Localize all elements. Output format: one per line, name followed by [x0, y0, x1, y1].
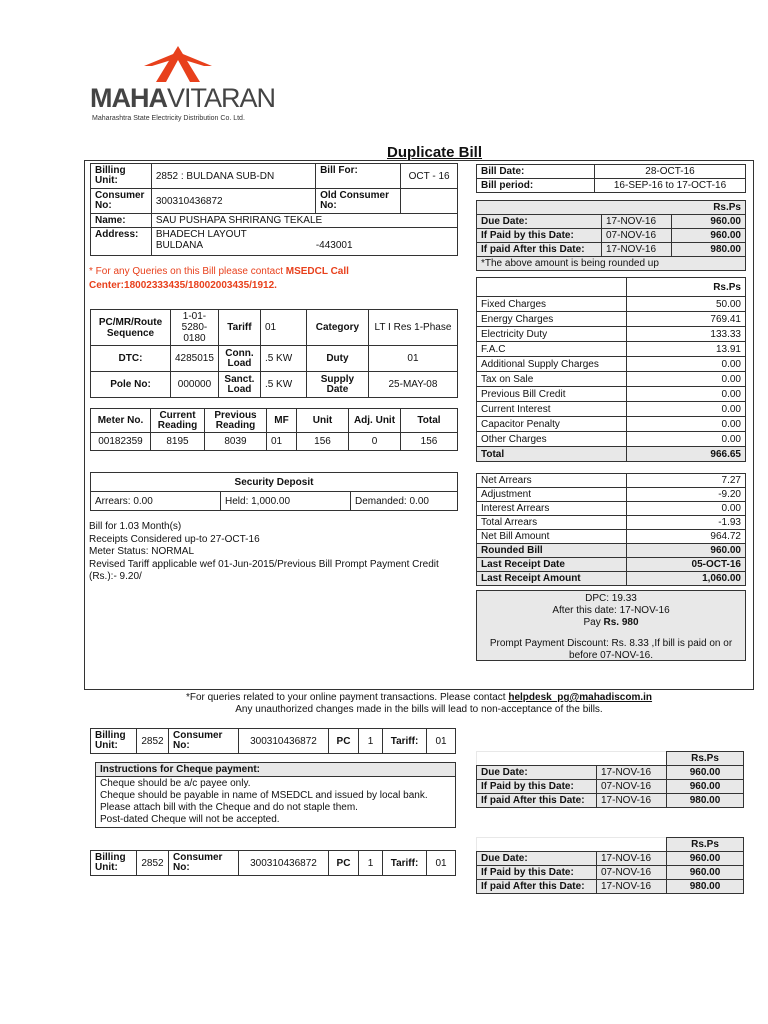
dpc-pay-amount: Rs. 980 — [603, 617, 639, 628]
table-row — [477, 488, 746, 502]
table-row — [477, 866, 744, 880]
old-consumer-label: Old Consumer No: — [316, 189, 401, 214]
payment-slip-2 — [90, 850, 456, 876]
slip-due-amount: 960.00 — [667, 766, 744, 780]
slip-consumer-label: Consumer No: — [169, 729, 239, 754]
charges-total-value: 966.65 — [627, 447, 746, 462]
table-row — [477, 327, 746, 342]
table-row — [477, 794, 744, 808]
due-amount: 960.00 — [672, 215, 746, 229]
row-value: -9.20 — [627, 488, 746, 502]
note-tariff: Revised Tariff applicable wef 01-Jun-2015/Previous Bill Prompt Payment Credit (Rs.):- 9.20/ — [89, 558, 439, 582]
bill-for-label: Bill For: — [316, 164, 401, 189]
meter-header: Previous Reading — [205, 409, 267, 433]
charges-total-label: Total — [477, 447, 627, 462]
slip-due-amount: 960.00 — [667, 852, 744, 866]
row-label: Rounded Bill — [477, 544, 627, 558]
slip-billing-unit-value: 2852 — [137, 851, 169, 876]
meter-cell: 01 — [267, 433, 297, 451]
row-value: 05-OCT-16 — [627, 558, 746, 572]
due-amount: 960.00 — [672, 229, 746, 243]
row-value: 960.00 — [627, 544, 746, 558]
slip-pc-label: PC — [329, 729, 359, 754]
address-line1: BHADECH LAYOUT — [155, 229, 247, 240]
meter-cell: 0 — [349, 433, 401, 451]
unauthorized-note: Any unauthorized changes made in the bills will lead to non-acceptance of the bills. — [235, 704, 603, 715]
slip-due-date: 17-NOV-16 — [597, 852, 667, 866]
row-value: 133.33 — [627, 327, 746, 342]
slip-due-label: If Paid by this Date: — [477, 780, 597, 794]
query-note-text: * For any Queries on this Bill please contact — [89, 266, 286, 277]
logo-tower-icon — [138, 44, 218, 84]
row-label: Net Arrears — [477, 474, 627, 488]
cheque-line: Cheque should be payable in name of MSEDCL and issued by local bank. — [100, 790, 428, 801]
row-label: Other Charges — [477, 432, 627, 447]
table-row — [477, 417, 746, 432]
page-title: Duplicate Bill — [387, 144, 483, 161]
table-row — [477, 766, 744, 780]
due-rs-header: Rs.Ps — [477, 201, 746, 215]
row-label: Last Receipt Date — [477, 558, 627, 572]
dpc-amount: DPC: 19.33 — [585, 593, 637, 604]
pole-label: Pole No: — [91, 372, 171, 398]
pole-value: 000000 — [171, 372, 219, 398]
slip-pc-label: PC — [329, 851, 359, 876]
bill-notes — [89, 521, 459, 584]
security-demanded: Demanded: 0.00 — [351, 492, 458, 511]
slip-due-amount: 960.00 — [667, 780, 744, 794]
helpdesk-email-link[interactable]: helpdesk_pg@mahadiscom.in — [508, 692, 653, 703]
slip-due-date: 07-NOV-16 — [597, 866, 667, 880]
table-row — [477, 530, 746, 544]
row-value: 769.41 — [627, 312, 746, 327]
row-value: 964.72 — [627, 530, 746, 544]
security-arrears: Arrears: 0.00 — [91, 492, 221, 511]
meter-header: Total — [401, 409, 458, 433]
row-value: 1,060.00 — [627, 572, 746, 586]
row-value: 0.00 — [627, 402, 746, 417]
slip-billing-unit-label: Billing Unit: — [91, 851, 137, 876]
security-deposit-table — [90, 472, 458, 511]
rounded-note: *The above amount is being rounded up — [477, 257, 746, 271]
due-table — [476, 200, 746, 271]
note-meter-status: Meter Status: NORMAL — [89, 546, 195, 557]
call-center-numbers: MSEDCL Call Center:18002333435/18002003435/1912. — [89, 266, 349, 291]
note-receipts: Receipts Considered up-to 27-OCT-16 — [89, 533, 260, 545]
meter-header: Meter No. — [91, 409, 151, 433]
meter-cell: 156 — [401, 433, 458, 451]
payment-slip-1 — [90, 728, 456, 754]
sanct-load-label: Sanct. Load — [218, 372, 260, 398]
slip-due-label: Due Date: — [477, 766, 597, 780]
slip-due-amount: 980.00 — [667, 880, 744, 894]
row-label: Energy Charges — [477, 312, 627, 327]
slip-pc-value: 1 — [359, 851, 383, 876]
meter-cell: 8195 — [151, 433, 205, 451]
table-row — [477, 229, 746, 243]
supply-date-value: 25-MAY-08 — [368, 372, 457, 398]
row-label: Capacitor Penalty — [477, 417, 627, 432]
table-row — [477, 474, 746, 488]
supply-date-label: Supply Date — [306, 372, 368, 398]
row-value: 0.00 — [627, 502, 746, 516]
sanct-load-value: .5 KW — [260, 372, 306, 398]
slip-consumer-value: 300310436872 — [239, 851, 329, 876]
table-row — [477, 572, 746, 586]
dtc-value: 4285015 — [171, 346, 219, 372]
charges-table — [476, 277, 746, 462]
slip-due-label: If Paid by this Date: — [477, 866, 597, 880]
online-query-note — [84, 692, 754, 703]
query-note — [89, 265, 379, 293]
conn-load-value: .5 KW — [260, 346, 306, 372]
tariff-label: Tariff — [218, 310, 260, 346]
row-value: 0.00 — [627, 387, 746, 402]
cheque-line: Cheque should be a/c payee only. — [100, 778, 251, 789]
table-row — [477, 852, 744, 866]
row-label: F.A.C — [477, 342, 627, 357]
billing-unit-value: 2852 : BULDANA SUB-DN — [151, 164, 315, 189]
prompt-payment-discount: Prompt Payment Discount: Rs. 8.33 ,If bill is paid on or before 07-NOV-16. — [489, 638, 733, 661]
bill-period-value: 16-SEP-16 to 17-OCT-16 — [595, 179, 746, 193]
row-value: 50.00 — [627, 297, 746, 312]
table-row — [477, 402, 746, 417]
slip-tariff-value: 01 — [427, 851, 456, 876]
note-months: Bill for 1.03 Month(s) — [89, 521, 182, 532]
cheque-line: Post-dated Cheque will not be accepted. — [100, 814, 280, 825]
due-date: 17-NOV-16 — [602, 215, 672, 229]
slip-due-amount: 960.00 — [667, 866, 744, 880]
duty-value: 01 — [368, 346, 457, 372]
slip-billing-unit-value: 2852 — [137, 729, 169, 754]
table-row — [477, 558, 746, 572]
row-label: Previous Bill Credit — [477, 387, 627, 402]
row-value: 0.00 — [627, 417, 746, 432]
security-deposit-title: Security Deposit — [91, 473, 458, 492]
slip-tariff-value: 01 — [427, 729, 456, 754]
slip-consumer-value: 300310436872 — [239, 729, 329, 754]
table-row — [477, 297, 746, 312]
bill-for-value: OCT - 16 — [401, 164, 458, 189]
row-label: Interest Arrears — [477, 502, 627, 516]
meter-cell: 00182359 — [91, 433, 151, 451]
logo-text-maha: MAHA — [90, 83, 167, 113]
row-value: 0.00 — [627, 432, 746, 447]
row-label: Fixed Charges — [477, 297, 627, 312]
slip-tariff-label: Tariff: — [383, 729, 427, 754]
meter-header-row — [91, 409, 458, 433]
cheque-lines — [96, 777, 456, 828]
table-row — [477, 215, 746, 229]
table-row — [477, 342, 746, 357]
table-row — [477, 516, 746, 530]
billing-unit-label: Billing Unit: — [91, 164, 152, 189]
meter-table — [90, 408, 458, 451]
slip-pc-value: 1 — [359, 729, 383, 754]
dtc-label: DTC: — [91, 346, 171, 372]
slip-due-date: 17-NOV-16 — [597, 794, 667, 808]
old-consumer-value — [401, 189, 458, 214]
online-query-text: *For queries related to your online payment transactions. Please contact — [185, 692, 509, 703]
slip-due-amount: 980.00 — [667, 794, 744, 808]
meter-cell: 8039 — [205, 433, 267, 451]
dpc-pay-label: Pay — [583, 617, 604, 628]
bill-dates-table — [476, 164, 746, 193]
name-value: SAU PUSHAPA SHRIRANG TEKALE — [151, 214, 457, 228]
slip-due-date: 07-NOV-16 — [597, 780, 667, 794]
slip-due-table-2 — [476, 837, 744, 894]
dpc-box — [476, 590, 746, 661]
due-label: If Paid by this Date: — [477, 229, 602, 243]
slip-consumer-label: Consumer No: — [169, 851, 239, 876]
table-row — [477, 880, 744, 894]
row-value: 7.27 — [627, 474, 746, 488]
slip-due-rs-header: Rs.Ps — [667, 838, 744, 852]
row-label: Additional Supply Charges — [477, 357, 627, 372]
table-row — [477, 312, 746, 327]
meter-header: MF — [267, 409, 297, 433]
table-row — [477, 502, 746, 516]
due-date: 07-NOV-16 — [602, 229, 672, 243]
logo — [90, 44, 276, 128]
pc-route-label: PC/MR/Route Sequence — [91, 310, 171, 346]
logo-subtitle: Maharashtra State Electricity Distribution Co. Ltd. — [92, 115, 245, 122]
row-label: Adjustment — [477, 488, 627, 502]
slip-due-label: If paid After this Date: — [477, 794, 597, 808]
row-label: Total Arrears — [477, 516, 627, 530]
duty-label: Duty — [306, 346, 368, 372]
due-label: Due Date: — [477, 215, 602, 229]
connection-meta-table — [90, 309, 458, 398]
row-label: Last Receipt Amount — [477, 572, 627, 586]
bill-date-value: 28-OCT-16 — [595, 165, 746, 179]
row-value: 13.91 — [627, 342, 746, 357]
cheque-line: Please attach bill with the Cheque and do not staple them. — [100, 802, 358, 813]
table-row — [91, 433, 458, 451]
slip-due-label: If paid After this Date: — [477, 880, 597, 894]
table-row — [477, 372, 746, 387]
charges-rs-header: Rs.Ps — [627, 278, 746, 297]
row-label: Net Bill Amount — [477, 530, 627, 544]
tariff-value: 01 — [260, 310, 306, 346]
slip-due-label: Due Date: — [477, 852, 597, 866]
slip-tariff-label: Tariff: — [383, 851, 427, 876]
meter-cell: 156 — [297, 433, 349, 451]
table-row — [477, 357, 746, 372]
address-line2: BULDANA — [155, 240, 204, 251]
row-label: Tax on Sale — [477, 372, 627, 387]
due-date: 17-NOV-16 — [602, 243, 672, 257]
table-row — [477, 432, 746, 447]
consumer-no-label: Consumer No: — [91, 189, 152, 214]
meter-header: Adj. Unit — [349, 409, 401, 433]
security-held: Held: 1,000.00 — [221, 492, 351, 511]
address-label: Address: — [91, 228, 152, 256]
row-value: 0.00 — [627, 357, 746, 372]
consumer-info-table — [90, 163, 458, 256]
pc-route-value: 1-01-5280-0180 — [171, 310, 219, 346]
row-value: -1.93 — [627, 516, 746, 530]
address-pin: -443001 — [315, 240, 353, 251]
slip-due-date: 17-NOV-16 — [597, 880, 667, 894]
logo-text-vitaran: VITARAN — [167, 83, 276, 113]
category-label: Category — [306, 310, 368, 346]
conn-load-label: Conn. Load — [218, 346, 260, 372]
due-label: If paid After this Date: — [477, 243, 602, 257]
cheque-instructions — [95, 762, 456, 828]
table-row — [477, 243, 746, 257]
dpc-after-date: After this date: 17-NOV-16 — [552, 605, 670, 616]
meter-header: Unit — [297, 409, 349, 433]
arrears-table — [476, 473, 746, 586]
row-label: Current Interest — [477, 402, 627, 417]
category-value: LT I Res 1-Phase — [368, 310, 457, 346]
address-value — [151, 228, 457, 256]
due-amount: 980.00 — [672, 243, 746, 257]
table-row — [477, 387, 746, 402]
bill-date-label: Bill Date: — [477, 165, 595, 179]
table-row — [477, 544, 746, 558]
row-value: 0.00 — [627, 372, 746, 387]
table-row — [477, 780, 744, 794]
slip-due-rs-header: Rs.Ps — [667, 752, 744, 766]
bill-period-label: Bill period: — [477, 179, 595, 193]
meter-header: Current Reading — [151, 409, 205, 433]
slip-due-date: 17-NOV-16 — [597, 766, 667, 780]
cheque-title: Instructions for Cheque payment: — [96, 763, 456, 777]
row-label: Electricity Duty — [477, 327, 627, 342]
slip-billing-unit-label: Billing Unit: — [91, 729, 137, 754]
name-label: Name: — [91, 214, 152, 228]
consumer-no-value: 300310436872 — [151, 189, 315, 214]
slip-due-table-1 — [476, 751, 744, 808]
